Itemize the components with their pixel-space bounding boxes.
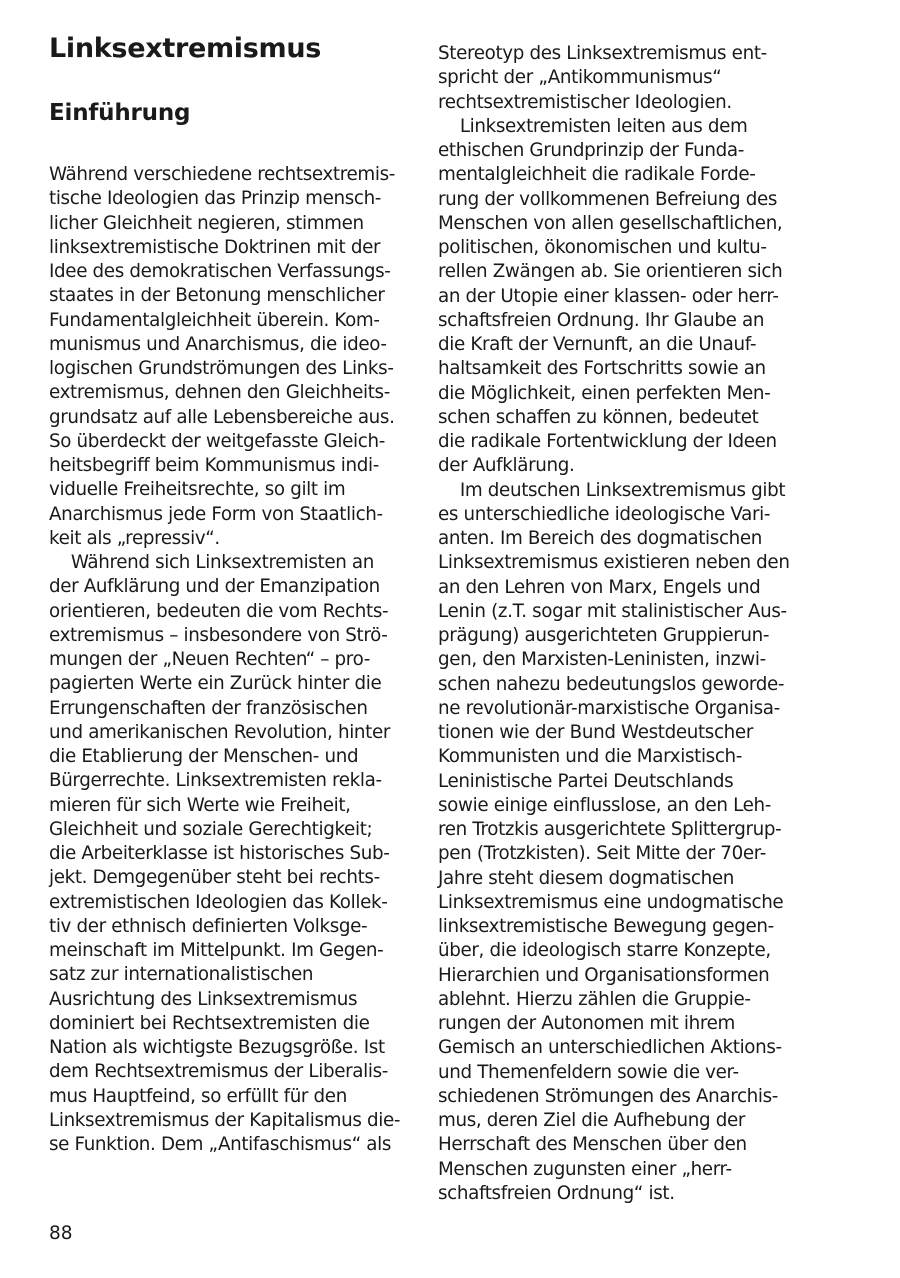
text-line: Ausrichtung des Linksextremismus [49,988,358,1010]
text-line: Linksextremisten leiten aus dem [438,115,748,137]
text-line: viduelle Freiheitsrechte, so gilt im [49,479,346,501]
text-line: Idee des demokratischen Verfassungs- [49,261,391,282]
text-line: se Funktion. Dem „Antifaschismus“ als [49,1134,392,1155]
text-line: sowie einige einflusslose, an den Leh- [438,794,772,816]
text-line: mus Hauptfeind, so erfüllt für den [49,1085,347,1107]
text-line: Gleichheit und soziale Gerechtigkeit; [49,818,373,840]
text-line: Nation als wichtigste Bezugsgröße. Ist [49,1037,385,1058]
text-line: Kommunisten und die Marxistisch- [438,746,743,768]
text-line: rungen der Autonomen mit ihrem [438,1013,735,1034]
text-line: keit als „repressiv“. [49,527,220,549]
text-line: Linksextremismus existieren neben den [438,552,790,574]
text-line: der Aufklärung und der Emanzipation [49,576,380,598]
text-line: mus, deren Ziel die Aufhebung der [438,1110,746,1131]
text-line: politischen, ökonomischen und kultu- [438,237,767,258]
text-line: tionen wie der Bund Westdeutscher [438,722,753,743]
text-line: linksextremistische Doktrinen mit der [49,236,381,258]
text-line: Fundamentalgleichheit überein. Kom- [49,309,380,331]
text-line: So überdeckt der weitgefasste Gleich- [49,430,385,452]
text-line: an den Lehren von Marx, Engels und [438,576,761,598]
text-line: Bürgerrechte. Linksextremisten rekla- [49,770,382,792]
text-line: schaftsfreien Ordnung“ ist. [438,1182,675,1204]
section-heading: Einführung [49,100,191,126]
text-line: und Themenfeldern sowie die ver- [438,1061,739,1083]
text-line: ren Trotzkis ausgerichtete Splittergrup- [438,819,782,840]
text-line: satz zur internationalistischen [49,964,314,986]
text-line: logischen Grundströmungen des Links- [49,358,394,379]
text-line: Menschen zugunsten einer „herr- [438,1158,732,1180]
text-line: meinschaft im Mittelpunkt. Im Gegen- [49,940,384,961]
text-line: Gemisch an unterschiedlichen Aktions- [438,1037,782,1059]
text-line: und amerikanischen Revolution, hinter [49,721,391,743]
text-line: heitsbegriff beim Kommunismus indi- [49,455,379,476]
text-line: munismus und Anarchismus, die ideo- [49,333,387,355]
text-line: Menschen von allen gesellschaftlichen, [438,212,783,234]
text-line: die Etablierung der Menschen- und [49,746,359,767]
text-line: mentalgleichheit die radikale Forde- [438,164,756,186]
page-number: 88 [49,1223,73,1244]
right-text-column [438,42,818,1206]
text-line: schiedenen Strömungen des Anarchis- [438,1085,779,1107]
page-title: Linksextremismus [49,33,322,64]
text-line: über, die ideologisch starre Konzepte, [438,940,771,962]
text-line: schen schaffen zu können, bedeutet [438,406,759,428]
text-line: pagierten Werte ein Zurück hinter die [49,673,382,695]
text-line: Lenin (z.T. sogar mit stalinistischer Aus- [438,600,787,622]
text-line: Im deutschen Linksextremismus gibt [438,479,786,501]
text-line: mieren für sich Werte wie Freiheit, [49,794,351,816]
text-line: schaftsfreien Ordnung. Ihr Glaube an [438,309,765,331]
text-line: tiv der ethnisch definierten Volksge- [49,915,368,937]
text-line: spricht der „Antikommunismus“ [438,67,722,89]
text-line: Während sich Linksextremisten an [49,552,375,573]
text-line: Jahre steht diesem dogmatischen [438,867,734,889]
text-line: Leninistische Partei Deutschlands [438,770,734,792]
text-line: Herrschaft des Menschen über den [438,1134,747,1156]
text-line: extremistischen Ideologien das Kollek- [49,891,388,913]
text-line: es unterschiedliche ideologische Vari- [438,503,771,525]
text-line: pen (Trotzkisten). Seit Mitte der 70er- [438,843,767,865]
text-line: die radikale Fortentwicklung der Ideen [438,431,777,452]
text-line: staates in der Betonung menschlicher [49,285,385,307]
text-line: Linksextremismus der Kapitalismus die- [49,1109,401,1131]
text-line: dominiert bei Rechtsextremisten die [49,1012,370,1034]
text-line: Errungenschaften der französischen [49,697,368,719]
text-line: orientieren, bedeuten die vom Rechts- [49,600,389,622]
text-line: tische Ideologien das Prinzip mensch- [49,188,382,210]
text-line: grundsatz auf alle Lebensbereiche aus. [49,406,395,428]
text-line: ne revolutionär-marxistische Organisa- [438,697,780,719]
text-line: Während verschiedene rechtsextremis- [49,164,395,185]
text-line: linksextremistische Bewegung gegen- [438,916,774,937]
text-line: die Möglichkeit, einen perfekten Men- [438,382,771,404]
text-line: licher Gleichheit negieren, stimmen [49,212,364,234]
text-line: Anarchismus jede Form von Staatlich- [49,503,383,525]
text-line: die Arbeiterklasse ist historisches Sub- [49,843,390,864]
text-line: schen nahezu bedeutungslos geworde- [438,673,785,695]
text-line: Hierarchien und Organisationsformen [438,964,770,986]
text-line: extremismus, dehnen den Gleichheits- [49,382,390,404]
text-line: rechtsextremistischer Ideologien. [438,91,732,113]
text-line: ethischen Grundprinzip der Funda- [438,140,744,161]
text-line: an der Utopie einer klassen- oder herr- [438,285,779,307]
text-line: mungen der „Neuen Rechten“ – pro- [49,649,370,670]
text-line: haltsamkeit des Fortschritts sowie an [438,358,766,380]
text-line: prägung) ausgerichteten Gruppierun- [438,625,770,646]
text-line: rellen Zwängen ab. Sie orientieren sich [438,261,783,283]
text-line: jekt. Demgegenüber steht bei rechts- [49,867,380,889]
left-text-column [49,163,414,1157]
text-line: dem Rechtsextremismus der Liberalis- [49,1061,389,1083]
text-line: Linksextremismus eine undogmatische [438,891,784,913]
text-line: die Kraft der Vernunft, an die Unauf- [438,334,757,355]
text-line: gen, den Marxisten-Leninisten, inzwi- [438,649,766,671]
text-line: der Aufklärung. [438,455,575,477]
text-line: anten. Im Bereich des dogmatischen [438,528,763,549]
text-line: extremismus – insbesondere von Strö- [49,624,388,646]
text-line: rung der vollkommenen Befreiung des [438,188,778,210]
text-line: Stereotyp des Linksextremismus ent- [438,43,767,64]
text-line: ablehnt. Hierzu zählen die Gruppie- [438,988,751,1010]
